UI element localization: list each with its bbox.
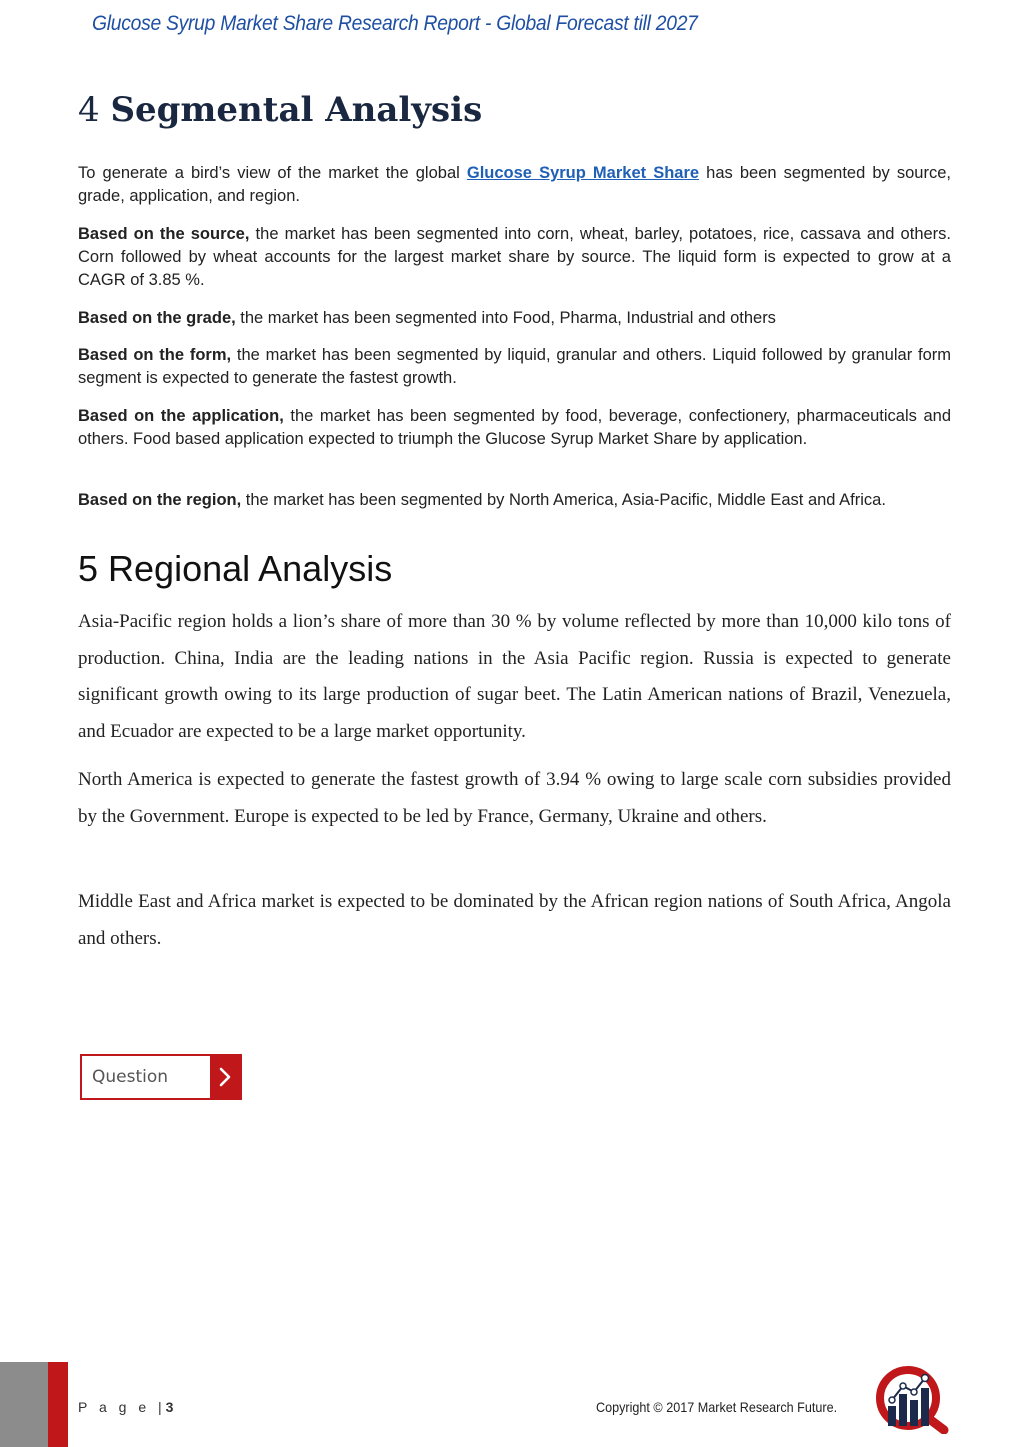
- segment-form: [78, 344, 951, 390]
- segment-source: [78, 223, 951, 292]
- regional-analysis-heading: 5 Regional Analysis: [78, 548, 393, 589]
- page-label-text: P a g e |: [78, 1399, 166, 1415]
- segment-paragraph: [78, 405, 951, 451]
- segment-lead: Based on the grade,: [78, 309, 236, 327]
- page-number-label: [78, 1399, 173, 1415]
- segment-region: [78, 489, 951, 512]
- chevron-right-icon: [210, 1056, 240, 1098]
- segment-lead: Based on the region,: [78, 491, 242, 509]
- segment-lead: Based on the application,: [78, 407, 284, 425]
- question-button[interactable]: [80, 1054, 242, 1100]
- regional-paragraph-asia-pacific: [78, 604, 951, 750]
- intro-text-after: has been segmented by source, grade, application, and region.: [78, 164, 951, 205]
- regional-paragraph: North America is expected to generate the fastest growth of 3.94 % owing to large scale corn subsidies provided by the Government. Europe is expected to be led by France, Germany, Ukraine and others.: [78, 769, 951, 827]
- copyright-text: Copyright © 2017 Market Research Future.: [596, 1399, 838, 1415]
- segment-lead: Based on the source,: [78, 225, 250, 243]
- footer-red-bar: [48, 1362, 68, 1447]
- segmental-analysis-heading: [78, 90, 482, 130]
- glucose-syrup-market-share-link[interactable]: Glucose Syrup Market Share: [466, 164, 700, 182]
- segment-paragraph: [78, 223, 951, 292]
- segment-text: the market has been segmented into Food, Pharma, Industrial and others: [235, 309, 776, 327]
- regional-paragraph: Middle East and Africa market is expected to be dominated by the African region nations of South Africa, Angola and others.: [78, 891, 951, 949]
- regional-paragraph: Asia-Pacific region holds a lion’s share of more than 30 % by volume reflected by more than 10,000 kilo tons of production. China, India are the leading nations in the Asia Pacific region. Russia is expected to generate significant growth owing to its large production of sugar beet. The Latin American nations of Brazil, Venezuela, and Ecuador are expected to be a large market opportunity.: [78, 611, 951, 742]
- market-research-logo-icon: [874, 1362, 954, 1434]
- segment-paragraph: [78, 344, 951, 390]
- question-button-label: Question: [92, 1067, 169, 1087]
- footer-grey-bar: [0, 1362, 48, 1447]
- intro-paragraph: [78, 162, 951, 208]
- section-title: Segmental Analysis: [110, 90, 483, 130]
- segment-text: the market has been segmented into corn, wheat, barley, potatoes, rice, cassava and others. Corn followed by wheat accounts for the largest market share by source. The liquid form is expected to grow at a CAGR of 3.85 %.: [78, 225, 951, 289]
- section-number: 4: [78, 90, 100, 130]
- segment-application: [78, 405, 951, 451]
- document-header-title: Glucose Syrup Market Share Research Report - Global Forecast till 2027: [92, 12, 698, 35]
- segment-text: the market has been segmented by liquid, granular and others. Liquid followed by granular form segment is expected to generate the fastest growth.: [78, 346, 951, 387]
- segment-grade: [78, 307, 951, 330]
- page-number: 3: [165, 1399, 174, 1415]
- regional-paragraph-mea: [78, 884, 951, 957]
- intro-text-before: To generate a bird’s view of the market the global: [78, 164, 467, 182]
- segmental-content: [78, 162, 951, 208]
- segment-paragraph: [78, 307, 951, 330]
- segment-paragraph: [78, 489, 951, 512]
- regional-paragraph-north-america: [78, 762, 951, 835]
- segment-text: the market has been segmented by food, beverage, confectionery, pharmaceuticals and others. Food based application expected to triumph the Glucose Syrup Market Share by application.: [78, 407, 951, 448]
- segment-lead: Based on the form,: [78, 346, 232, 364]
- segment-text: the market has been segmented by North America, Asia-Pacific, Middle East and Africa.: [241, 491, 886, 509]
